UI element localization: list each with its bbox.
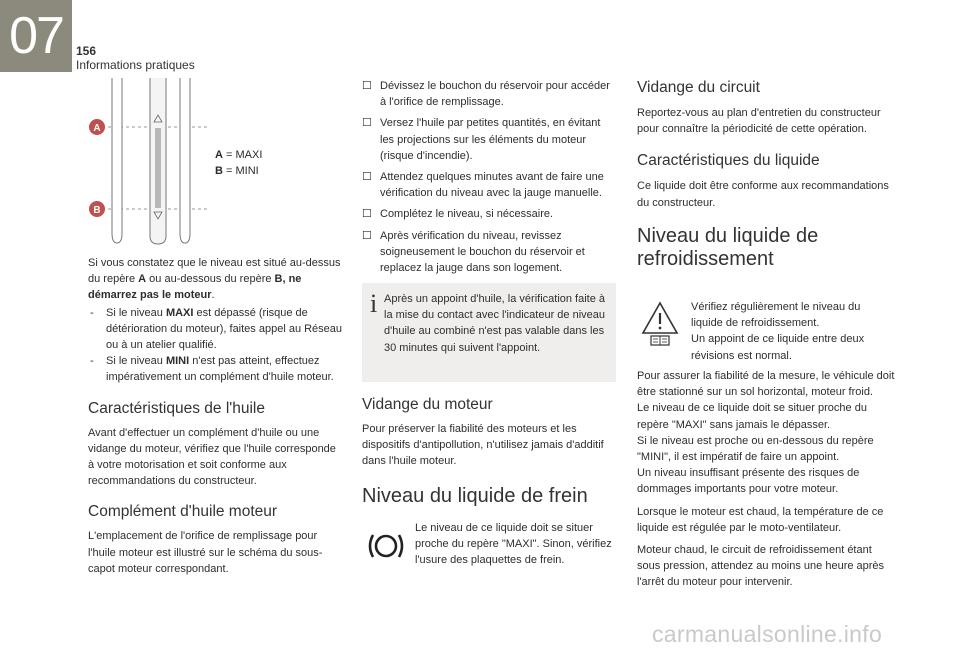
- bullet-3: ☐ Attendez quelques minutes avant de faire une vérification du niveau avec la jauge manuelle.: [362, 171, 604, 200]
- legend-a-value: = MAXI: [222, 149, 263, 161]
- heading-complement-huile: Complément d'huile moteur: [88, 503, 278, 521]
- bullet-4: ☐ Complétez le niveau, si nécessaire.: [362, 206, 616, 222]
- intro-paragraph: Si vous constatez que le niveau est situé au-dessus du repère A ou au-dessous du repère B, ne démarrez pas le moteur.: [88, 257, 341, 302]
- heading-caract-liquide: Caractéristiques du liquide: [637, 152, 820, 170]
- bullet-arrow-icon: ☐: [362, 171, 372, 184]
- info-icon: i: [370, 289, 378, 318]
- heading-vidange-moteur: Vidange du moteur: [362, 396, 493, 413]
- section-title: Informations pratiques: [76, 58, 195, 72]
- bullet-arrow-icon: ☐: [362, 117, 372, 130]
- chapter-tab: [0, 0, 72, 72]
- brake-warning-icon: [366, 530, 406, 562]
- heading-vidange-circuit: Vidange du circuit: [637, 79, 760, 96]
- legend-b-value: = MINI: [222, 165, 259, 177]
- column-2-lower: [362, 395, 616, 508]
- heading-frein: Niveau du liquide de frein: [362, 484, 588, 507]
- paragraph-refroid-icon: Vérifiez régulièrement le niveau du liquide de refroidissement. Un appoint de ce liquide entre deux révisions est normal.: [691, 301, 865, 362]
- legend-b-key: B: [215, 165, 223, 177]
- paragraph-moteur-chaud: Lorsque le moteur est chaud, la température de ce liquide est régulée par le moto-ventilateur.: [637, 505, 884, 534]
- legend-a-key: A: [215, 149, 223, 161]
- watermark: carmanualsonline.info: [652, 621, 883, 647]
- dash-item-mini: - Si le niveau MINI n'est pas atteint, effectuez impérativement un complément d'huile moteur.: [90, 355, 334, 384]
- dipstick-figure: [88, 78, 216, 246]
- marker-b-label: B: [93, 205, 101, 216]
- heading-caract-huile: Caractéristiques de l'huile: [88, 399, 265, 417]
- bullet-2: ☐ Versez l'huile par petites quantités, en évitant les projections sur les éléments du moteur (risque d'incendie).: [362, 117, 601, 162]
- bullet-5: ☐ Après vérification du niveau, revissez soigneusement le bouchon du réservoir et replacez la jauge dans son logement.: [362, 229, 585, 275]
- column-3-lower: [637, 368, 895, 596]
- marker-a-label: A: [93, 123, 101, 134]
- info-text: Après un appoint d'huile, la vérification faite à la mise du contact avec l'indicateur de niveau d'huile au combiné n'est pas valable dans les 30 minutes qui suivent l'appoint.: [384, 293, 606, 354]
- dash-item-maxi: - Si le niveau MAXI est dépassé (risque de détérioration du moteur), faites appel au Réseau ou à un atelier qualifié.: [90, 306, 343, 352]
- coolant-warning-icon: [640, 300, 680, 346]
- paragraph-caract-huile: Avant d'effectuer un complément d'huile ou une vidange du moteur, vérifiez que l'huile corresponde à votre motorisation et soit conforme aux recommandations du constructeur.: [88, 426, 336, 488]
- column-1: [88, 255, 344, 582]
- column-3: [637, 78, 895, 271]
- paragraph-frein: Le niveau de ce liquide doit se situer proche du repère "MAXI". Sinon, vérifiez l'usure des plaquettes de frein.: [415, 522, 612, 567]
- paragraph-fiabilite: Pour assurer la fiabilité de la mesure, le véhicule doit être stationné sur un sol horizontal, moteur froid. Le niveau de ce liquide doit se situer proche du repère "MAXI" sans jamais le dépasser. Si le niveau est proche ou en-dessous du repère "MINI", il est impératif de faire un appoint. Un niveau insuffisant présente des risques de dommages importants pour votre moteur.: [637, 370, 895, 496]
- paragraph-caract-liquide: Ce liquide doit être conforme aux recommandations du constructeur.: [637, 180, 889, 209]
- paragraph-vidange-moteur: Pour préserver la fiabilité des moteurs et les dispositifs d'antipollution, n'utilisez jamais d'additif dans l'huile moteur.: [362, 423, 604, 468]
- chapter-number: 07: [9, 7, 63, 65]
- bullet-arrow-icon: ☐: [362, 208, 372, 221]
- paragraph-pression: Moteur chaud, le circuit de refroidissement étant sous pression, attendez au moins une heure après l'arrêt du moteur pour intervenir.: [637, 544, 885, 589]
- figure-legend: [215, 147, 262, 179]
- bullet-arrow-icon: ☐: [362, 229, 372, 242]
- info-box: [362, 283, 616, 382]
- paragraph-vidange-circuit: Reportez-vous au plan d'entretien du constructeur pour connaître la périodicité de cette opération.: [637, 107, 881, 136]
- page-number: 156: [76, 44, 97, 58]
- bullet-arrow-icon: ☐: [362, 80, 372, 92]
- bullet-1: ☐ Dévissez le bouchon du réservoir pour accéder à l'orifice de remplissage.: [362, 80, 610, 109]
- paragraph-complement-huile: L'emplacement de l'orifice de remplissage pour l'huile moteur est illustré sur le schéma du sous-capot moteur correspondant.: [88, 530, 323, 575]
- column-2: [362, 78, 616, 281]
- heading-refroidissement: Niveau du liquide de refroidissement: [637, 224, 819, 270]
